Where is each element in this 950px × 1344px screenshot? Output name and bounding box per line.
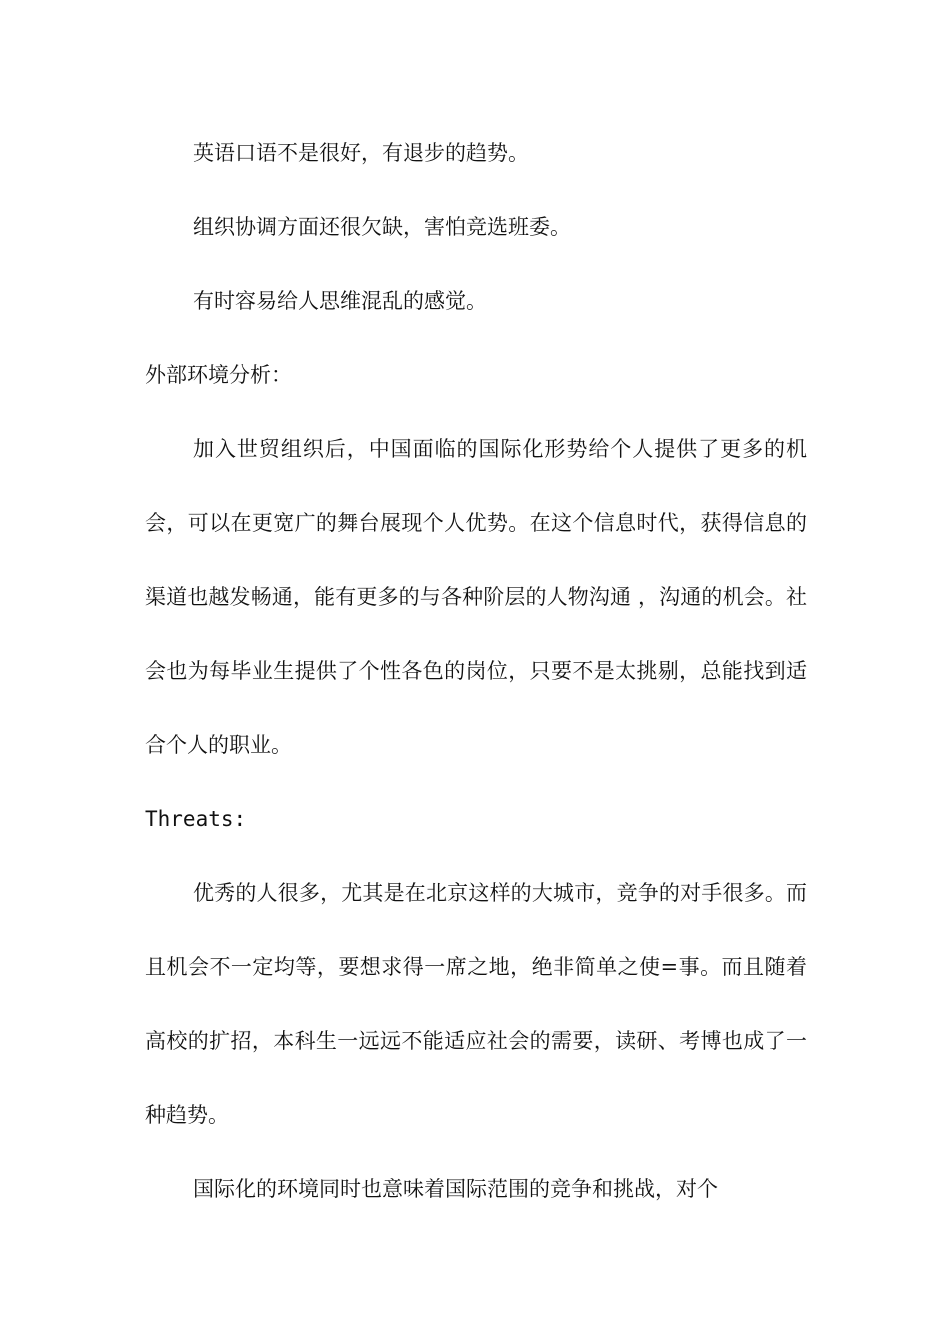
- threats-paragraph-competition: 优秀的人很多，尤其是在北京这样的大城市，竞争的对手很多。而且机会不一定均等，要想求得一席之地，绝非简单之使=事。而且随着高校的扩招，本科生一远远不能适应社会的需要，读研、考博也成了一种趋势。: [145, 881, 807, 1127]
- weakness-paragraph-organization: 组织协调方面还很欠缺，害怕竞选班委。: [193, 215, 571, 239]
- external-analysis-heading: 外部环境分析：: [145, 363, 292, 387]
- threats-heading: Threats:: [145, 807, 247, 831]
- opportunities-paragraph: 加入世贸组织后，中国面临的国际化形势给个人提供了更多的机会，可以在更宽广的舞台展现个人优势。在这个信息时代，获得信息的渠道也越发畅通，能有更多的与各种阶层的人物沟通 ，沟通的机会。社会也为每毕业生提供了个性各色的岗位，只要不是太挑剔，总能找到适合个人的职业。: [145, 437, 807, 757]
- threats-paragraph-international: 国际化的环境同时也意味着国际范围的竞争和挑战，对个: [193, 1177, 718, 1201]
- weakness-paragraph-thinking: 有时容易给人思维混乱的感觉。: [193, 289, 487, 313]
- weakness-paragraph-english: 英语口语不是很好，有退步的趋势。: [193, 141, 529, 165]
- document-body: [145, 116, 807, 1226]
